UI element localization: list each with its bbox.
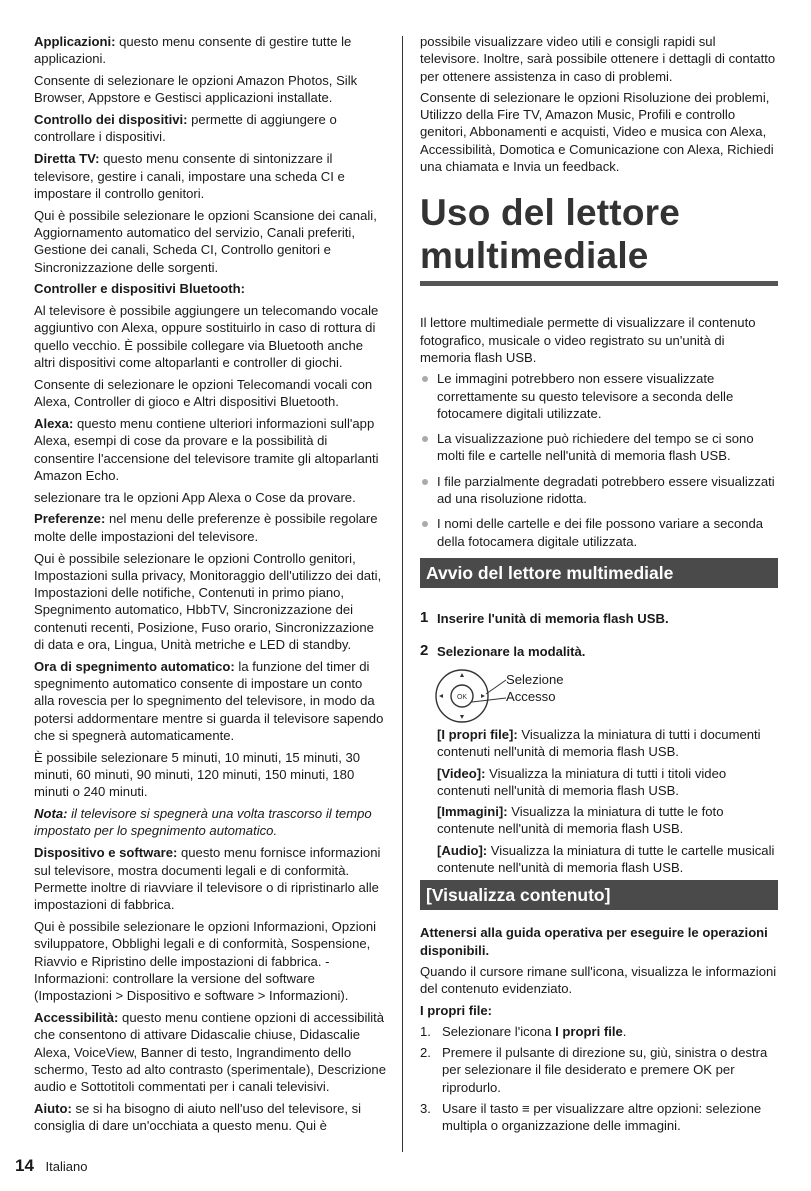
para-aiuto-options: Consente di selezionare le opzioni Risoluzione dei problemi, Utilizzo della Fire TV, Amazon Music, Profili e controllo genitori, Abbonamenti e acquisti, Video e musica con Alexa, Accessibilità, Domotica e Comunicazione con Alexa, Richiedi una chiamata e Invia un feedback. [420,89,774,175]
page-title: Uso del lettore multimediale [420,192,680,277]
para-spegnimento: Ora di spegnimento automatico: la funzione del timer di spegnimento automatico consente di impostare un conto alla rovescia per lo spegnimento del televisore, in modo da potersi addormentare mentre si guarda il televisore sapendo che si spegnerà automaticamente. [34,658,384,743]
intro-text: Il lettore multimediale permette di visualizzare il contenuto fotografico, musicale o video registrato su un'unità di memoria flash USB. [420,315,756,365]
para-dispositivo-options: Qui è possibile selezionare le opzioni Informazioni, Opzioni sviluppatore, Obblighi legali e di conformità, Sospensione, Riavvio e Ripristino delle impostazioni di fabbrica. -Informazioni: controllare la versione del software (Impostazioni > Dispositivo e software > Informazioni). [34,918,377,1004]
remote-label-selezione: Selezione [506,671,564,687]
mode-item: [Immagini]: Visualizza la miniatura di tutte le foto contenute nell'unità di memoria flash USB. [437,804,724,837]
para-bluetooth-title: Controller e dispositivi Bluetooth: [34,281,245,297]
step-text: Inserire l'unità di memoria flash USB. [437,610,669,626]
menu-icon: ≡ [522,1100,530,1116]
instruction-item: 3. Usare il tasto ≡ per visualizzare altre opzioni: selezione multipla o organizzazione delle immagini. [420,1100,762,1134]
instruction-item: 1. Selezionare l'icona I propri file. [420,1023,627,1039]
page-footer [15,1156,87,1176]
para-diretta-tv-options: Qui è possibile selezionare le opzioni Scansione dei canali, Aggiornamento automatico del servizio, Canali preferiti, Gestione dei canali, Scheda CI, Controllo genitori e Sincronizzazione delle sorgenti. [34,207,377,275]
remote-diagram [420,668,778,724]
para-preferenze: Preferenze: nel menu delle preferenze è possibile regolare molte delle impostazioni del televisore. [34,511,378,544]
bullet-item: I file parzialmente degradati potrebbero essere visualizzati ad una risoluzione ridotta. [420,473,778,508]
para-diretta-tv: Diretta TV: questo menu consente di sintonizzare il televisore, gestire i canali, impostare una scheda CI e impostare il controllo genitori. [34,151,345,201]
left-column [34,33,386,1139]
para-aiuto-cont: possibile visualizzare video utili e consigli rapidi sul televisore. Inoltre, sarà possibile ottenere i dettagli di contatto per ottenere assistenza in caso di problemi. [420,34,776,84]
section-bar-avvio: Avvio del lettore multimediale [420,558,778,588]
guide-text: Attenersi alla guida operativa per eseguire le operazioni disponibili. [420,925,768,958]
heading-wrap [420,191,778,286]
footer-language: Italiano [45,1159,88,1174]
page-number: 14 [15,1156,34,1175]
mode-item: [Video]: Visualizza la miniatura di tutti i titoli video contenuti nell'unità di memoria flash USB. [437,765,727,798]
para-bluetooth-options: Consente di selezionare le opzioni Telecomandi vocali con Alexa, Controller di gioco e Altri dispositivi Bluetooth. [34,376,373,410]
remote-label-accesso: Accesso [506,688,556,704]
bullet-item: I nomi delle cartelle e dei file possono variare a seconda della fotocamera digitale utilizzata. [420,515,778,550]
instruction-item: 2. Premere il pulsante di direzione su, giù, sinistra o destra per selezionare il file desiderato e premere OK per riprodurlo. [420,1045,768,1095]
para-controllo-dispositivi: Controllo dei dispositivi: permette di aggiungere o controllare i dispositivi. [34,112,337,145]
mode-item: [Audio]: Visualizza la miniatura di tutte le cartelle musicali contenute nell'unità di memoria flash USB. [437,842,775,876]
step-number: 2 [420,641,429,659]
mode-list [420,726,778,876]
cursor-text: Quando il cursore rimane sull'icona, visualizza le informazioni del contenuto evidenziato. [420,963,777,997]
para-accessibilita: Accessibilità: questo menu contiene opzioni di accessibilità che consentono di attivare Didascalie chiuse, Didascalie Alexa, VoiceView, Banner di testo, Ingrandimento dello schermo, Testo ad alto contrasto (sperimentale), Descrizione audio e Sottotitoli commentati per i canali televisivi. [34,1009,386,1095]
section-bar-visualizza: [Visualizza contenuto] [420,880,778,910]
para-spegnimento-options: È possibile selezionare 5 minuti, 10 minuti, 15 minuti, 30 minuti, 60 minuti, 90 minuti, 120 minuti, 150 minuti, 180 minuti o 240 minuti. [34,749,361,800]
bullet-item: Le immagini potrebbero non essere visualizzate correttamente su questo televisore a seconda delle fotocamere digitali utilizzate. [420,370,778,422]
step-1 [420,610,778,627]
ok-label: OK [456,693,468,701]
para-preferenze-options: Qui è possibile selezionare le opzioni Controllo genitori, Impostazioni sulla privacy, Monitoraggio dell'utilizzo dei dati, Impostazioni delle notifiche, Contenuti in primo piano, Spegnimento automatico, HbbTV, Sincronizzazione dei contenuti recenti, Posizione, Fuso orario, Sincronizzazione di data e ora, Lingua, Unità metriche e LED di standby. [34,550,382,652]
instructions-list [420,1023,778,1135]
column-divider [402,36,403,1152]
bullet-list [420,370,778,550]
para-aiuto: Aiuto: se si ha bisogno di aiuto nell'uso del televisore, si consiglia di dare un'occhiata a questo menu. Qui è [34,1100,362,1134]
para-alexa: Alexa: questo menu contiene ulteriori informazioni sull'app Alexa, esempi di cose da provare e la possibilità di consentire l'accensione del televisore tramite gli altoparlanti Amazon Echo. [34,415,379,483]
right-column [420,33,778,1139]
para-applicazioni: Applicazioni: questo menu consente di gestire tutte le applicazioni. [34,34,352,67]
para-dispositivo-software: Dispositivo e software: questo menu fornisce informazioni sul televisore, mostra documenti legali e di conformità. Permette inoltre di riavviare il televisore o di ripristinarlo alle impostazioni di fabbrica. [34,845,381,913]
myfiles-label: I propri file: [420,1002,493,1018]
mode-item: [I propri file]: Visualizza la miniatura di tutti i documenti contenuti nell'unità di memoria flash USB. [437,726,761,760]
step-number: 1 [420,608,429,626]
para-bluetooth: Al televisore è possibile aggiungere un telecomando vocale aggiuntivo con Alexa, oppure sostituirlo in caso di rottura di quello vecchio. È possibile collegare via Bluetooth anche altri dispositivi come altoparlanti e controller di giochi. [34,303,379,371]
para-nota: Nota: il televisore si spegnerà una volta trascorso il tempo impostato per lo spegnimento automatico. [34,806,372,839]
para-alexa-options: selezionare tra le opzioni App Alexa o Cose da provare. [34,489,356,505]
step-text: Selezionare la modalità. [437,643,586,659]
step-2 [420,643,778,660]
para-applicazioni-options: Consente di selezionare le opzioni Amazon Photos, Silk Browser, Appstore e Gestisci applicazioni installate. [34,73,358,106]
bullet-item: La visualizzazione può richiedere del tempo se ci sono molti file e cartelle nell'unità di memoria flash USB. [420,430,778,465]
